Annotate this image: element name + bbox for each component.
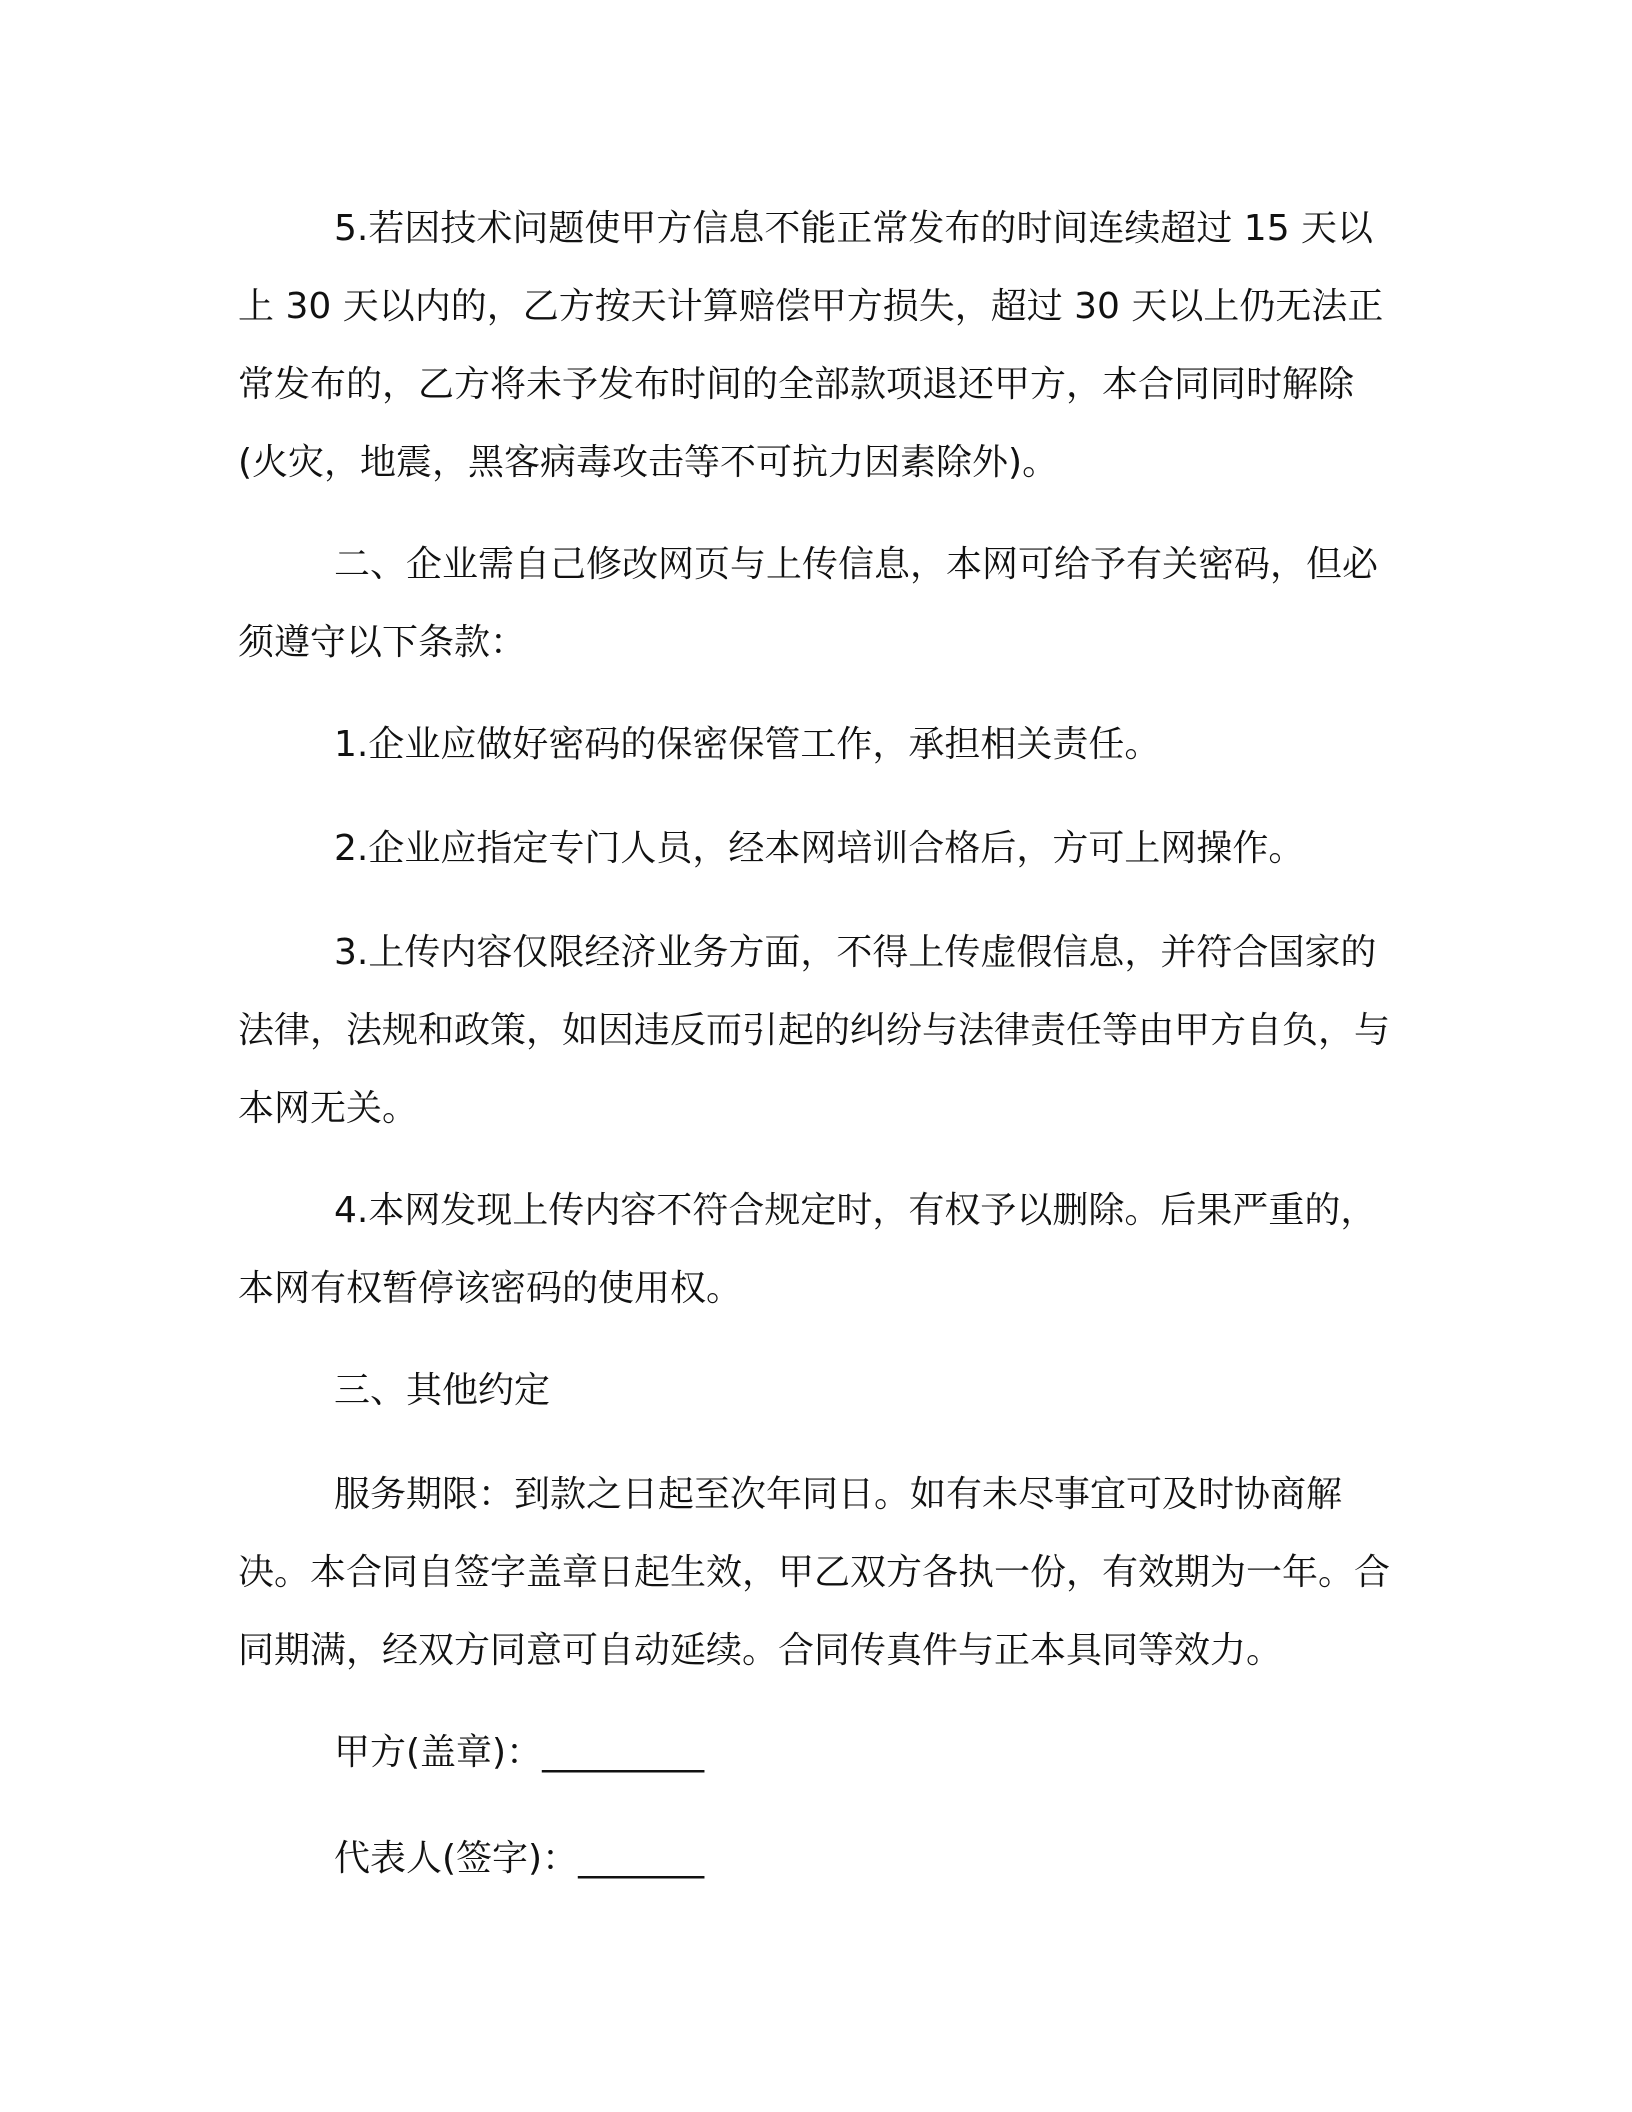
party-a-seal-line: 甲方(盖章)：_________ bbox=[334, 1732, 705, 1773]
paragraph-password-clause-1: 1.企业应做好密码的保密保管工作，承担相关责任。 bbox=[334, 724, 1161, 765]
paragraph-service-term: 服务期限：到款之日起至次年同日。如有未尽事宜可及时协商解决。本合同自签字盖章日起生效，甲乙双方各执一份，有效期为一年。合同期满，经双方同意可自动延续。合同传真件与正本具同等效力。 bbox=[238, 1474, 1391, 1671]
paragraph-password-clause-2: 2.企业应指定专门人员，经本网培训合格后，方可上网操作。 bbox=[334, 828, 1305, 869]
paragraph-section-three-heading: 三、其他约定 bbox=[334, 1370, 551, 1411]
representative-signature-line: 代表人(签字)：_______ bbox=[334, 1838, 705, 1879]
paragraph-password-clause-3: 3.上传内容仅限经济业务方面，不得上传虚假信息，并符合国家的法律，法规和政策，如因违反而引起的纠纷与法律责任等由甲方自负，与本网无关。 bbox=[238, 932, 1391, 1129]
paragraph-password-clause-4: 4.本网发现上传内容不符合规定时，有权予以删除。后果严重的，本网有权暂停该密码的使用权。 bbox=[238, 1190, 1377, 1309]
document-body bbox=[238, 190, 1398, 1926]
paragraph-technical-issue-clause: 5.若因技术问题使甲方信息不能正常发布的时间连续超过 15 天以上 30 天以内的，乙方按天计算赔偿甲方损失，超过 30 天以上仍无法正常发布的，乙方将未予发布时间的全部款项退还甲方，本合同同时解除(火灾，地震，黑客病毒攻击等不可抗力因素除外)。 bbox=[238, 208, 1384, 483]
paragraph-section-two-heading: 二、企业需自己修改网页与上传信息，本网可给予有关密码，但必须遵守以下条款： bbox=[238, 544, 1379, 663]
